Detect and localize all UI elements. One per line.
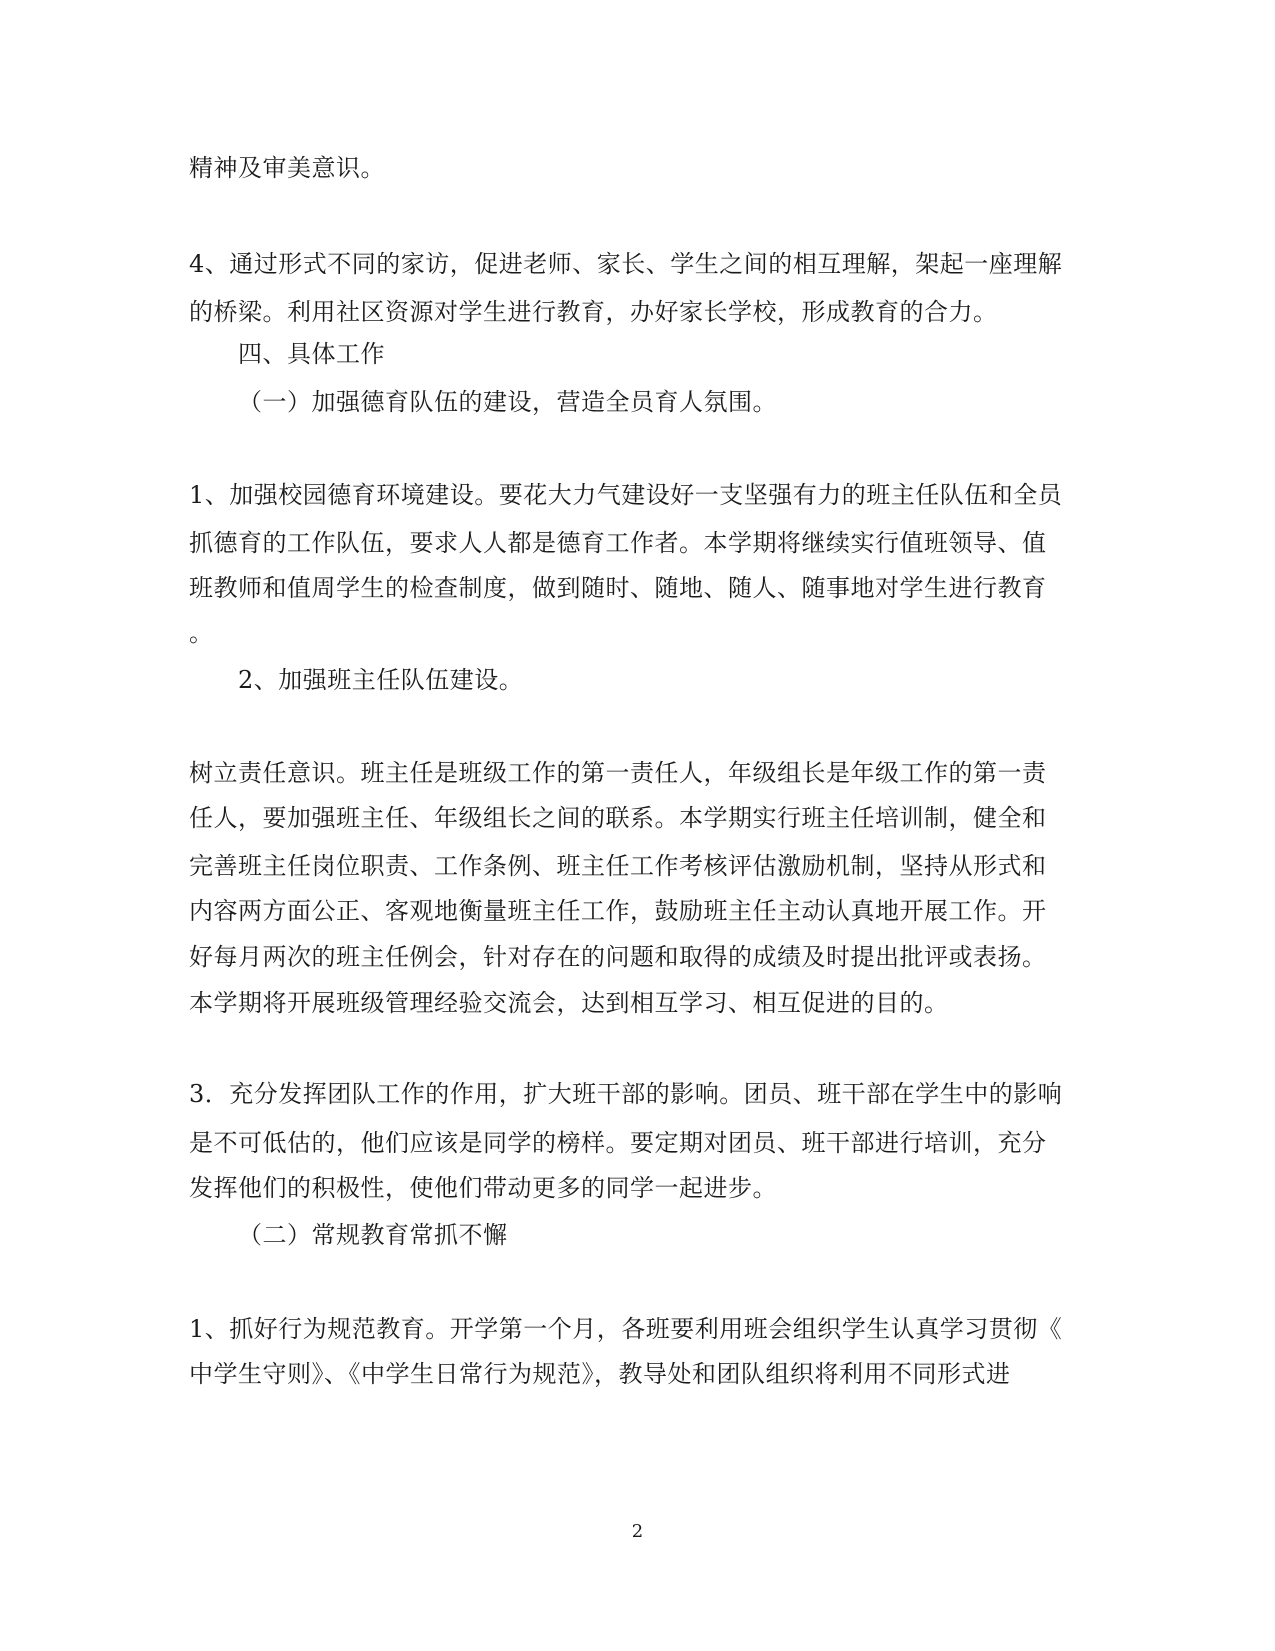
text-line: 4、通过形式不同的家访，促进老师、家长、学生之间的相互理解，架起一座理解	[189, 250, 1063, 278]
text-line: 3．充分发挥团队工作的作用，扩大班干部的影响。团员、班干部在学生中的影响	[189, 1080, 1063, 1108]
text-line: 完善班主任岗位职责、工作条例、班主任工作考核评估激励机制，坚持从形式和	[189, 852, 1047, 880]
text-line: 精神及审美意识。	[189, 154, 385, 182]
text-line: 发挥他们的积极性，使他们带动更多的同学一起进步。	[189, 1174, 777, 1202]
text-line: 内容两方面公正、客观地衡量班主任工作，鼓励班主任主动认真地开展工作。开	[189, 897, 1047, 925]
text-line: 本学期将开展班级管理经验交流会，达到相互学习、相互促进的目的。	[189, 989, 949, 1017]
subsection-heading: （一）加强德育队伍的建设，营造全员育人氛围。	[238, 388, 777, 416]
text-line: 。	[189, 619, 214, 647]
text-line: 班教师和值周学生的检查制度，做到随时、随地、随人、随事地对学生进行教育	[189, 574, 1047, 602]
text-line: 1、抓好行为规范教育。开学第一个月，各班要利用班会组织学生认真学习贯彻《	[189, 1315, 1063, 1343]
page-number: 2	[631, 1521, 644, 1542]
text-line: 是不可低估的，他们应该是同学的榜样。要定期对团员、班干部进行培训，充分	[189, 1129, 1047, 1157]
text-line: 任人，要加强班主任、年级组长之间的联系。本学期实行班主任培训制，健全和	[189, 804, 1047, 832]
text-line: 抓德育的工作队伍，要求人人都是德育工作者。本学期将继续实行值班领导、值	[189, 529, 1047, 557]
text-line: 1、加强校园德育环境建设。要花大力气建设好一支坚强有力的班主任队伍和全员	[189, 481, 1063, 509]
section-heading: 四、具体工作	[238, 340, 385, 368]
subsection-heading: （二）常规教育常抓不懈	[238, 1221, 508, 1249]
text-line: 的桥梁。利用社区资源对学生进行教育，办好家长学校，形成教育的合力。	[189, 298, 998, 326]
item-heading: 2、加强班主任队伍建设。	[238, 666, 524, 694]
text-line: 好每月两次的班主任例会，针对存在的问题和取得的成绩及时提出批评或表扬。	[189, 943, 1047, 971]
text-line: 树立责任意识。班主任是班级工作的第一责任人，年级组长是年级工作的第一责	[189, 759, 1047, 787]
text-line: 中学生守则》、《中学生日常行为规范》，教导处和团队组织将利用不同形式进	[189, 1360, 1011, 1388]
